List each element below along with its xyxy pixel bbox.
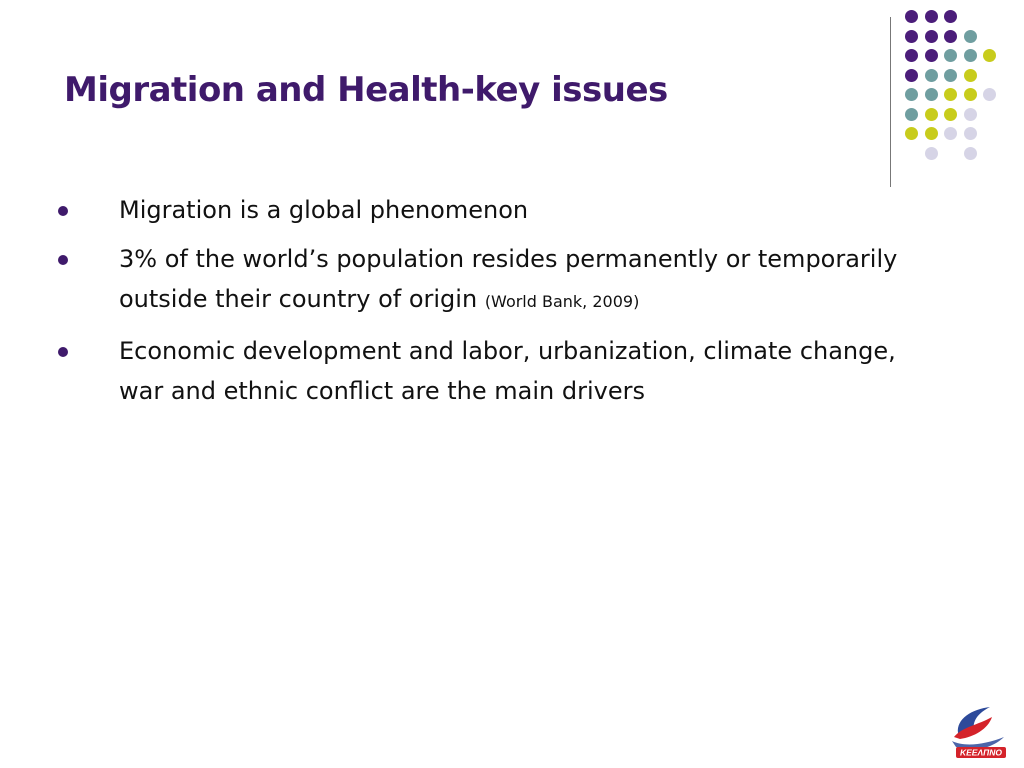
decor-dot [925,30,938,43]
decor-dot [925,108,938,121]
decor-dot [905,30,918,43]
bird-logo-icon [948,703,1010,761]
logo-text: ΚΕΕΛΠΝΟ [960,747,1002,758]
decor-dot [925,49,938,62]
bullet-item [56,239,916,322]
decor-dot [905,10,918,23]
decor-dot [925,69,938,82]
bullet-marker-icon [58,347,68,357]
decor-dot [944,49,957,62]
decor-dot [964,69,977,82]
decor-dot [944,69,957,82]
bullet-marker-icon [58,206,68,216]
decor-dot [905,49,918,62]
slide-title: Migration and Health-key issues [64,70,668,110]
decor-dot [944,108,957,121]
decor-dot [964,147,977,160]
decor-dot [925,127,938,140]
decor-dot [925,88,938,101]
decor-dot [964,88,977,101]
decor-dot [964,30,977,43]
bullet-item [56,331,916,411]
decor-dot [944,30,957,43]
decor-dot [983,49,996,62]
bullet-marker-icon [58,255,68,265]
bullet-list [56,190,916,420]
decor-dot [905,108,918,121]
decor-dot [944,127,957,140]
decor-dot [905,127,918,140]
decor-dot [944,88,957,101]
bullet-text: 3% of the world’s population resides permanently or temporarily outside their country of origin [119,245,898,313]
bullet-text: Economic development and labor, urbanization, climate change, war and ethnic conflict are the main drivers [119,337,896,405]
decor-dot [905,88,918,101]
decor-dot [964,127,977,140]
decor-dot [925,10,938,23]
bullet-citation: (World Bank, 2009) [484,292,640,311]
decor-dot [925,147,938,160]
bullet-text: Migration is a global phenomenon [119,196,529,224]
decor-dot [983,88,996,101]
bullet-item [56,190,916,230]
decor-dot [964,108,977,121]
dot-grid-decoration [905,10,1005,170]
vertical-divider [890,17,891,187]
decor-dot [964,49,977,62]
decor-dot [905,69,918,82]
decor-dot [944,10,957,23]
